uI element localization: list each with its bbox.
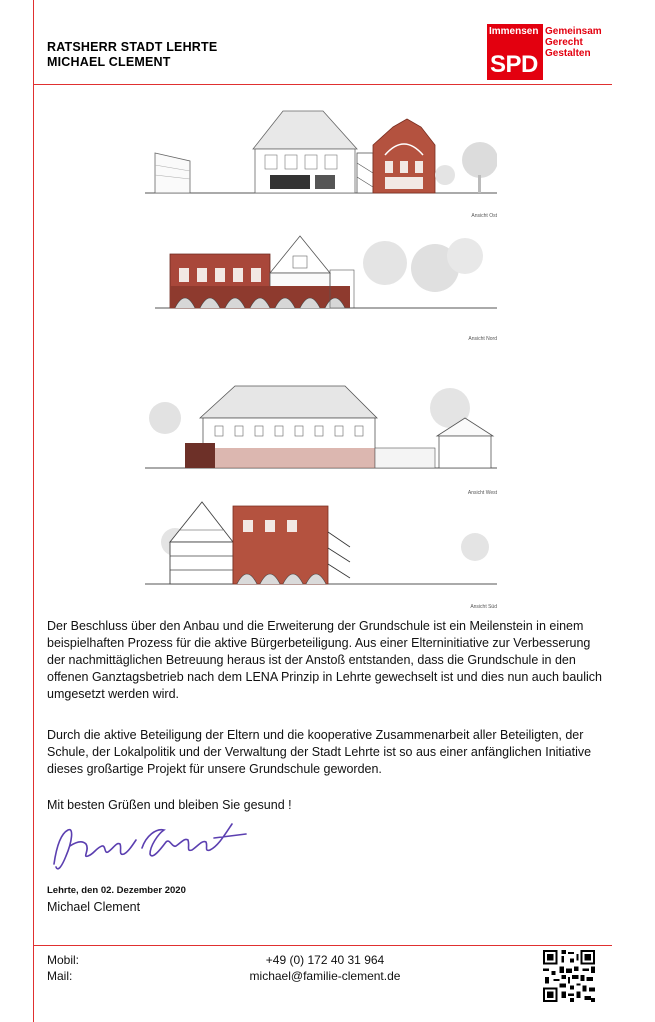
logo-slogan-1: Gemeinsam xyxy=(545,26,602,37)
sign-name: Michael Clement xyxy=(47,900,141,914)
body-paragraph-1: Der Beschluss über den Anbau und die Erweiterung der Grundschule ist ein Meilenstein in einem beispielhaften Prozess für die aktive Bürgerbeteiligung. Aus einer Elterninitiative zur Verbesserung der nachmittäglichen Betreuung heraus ist der Anstoß entstanden, dass die Grundschule in den offenen Ganztagsbetrieb nach dem LENA Prinzip in Lehrte gewechselt ist und dies nun auch baulich umgesetzt werden wird. xyxy=(47,619,602,701)
left-margin-line xyxy=(33,0,34,1022)
letterhead-name xyxy=(47,40,217,70)
elevation-drawing-east xyxy=(145,105,497,225)
letterhead-person: MICHAEL CLEMENT xyxy=(47,55,171,69)
footer-mobile-label: Mobil: xyxy=(47,953,80,967)
spd-logo xyxy=(487,24,609,82)
elevation-drawing-south xyxy=(145,492,497,610)
drawing-caption-south: Ansicht Süd xyxy=(470,604,497,610)
logo-slogan xyxy=(545,26,602,59)
logo-slogan-2: Gerecht xyxy=(545,37,583,48)
elevation-drawing-west xyxy=(145,378,497,498)
spd-logo-box xyxy=(487,24,543,80)
drawing-caption-north: Ansicht Nord xyxy=(468,336,497,342)
body-paragraph-2: Durch die aktive Beteiligung der Eltern und die kooperative Zusammenarbeit aller Beteiligten, der Schule, der Lokalpolitik und der Verwaltung der Stadt Lehrte ist so aus einer anfänglichen Initiative dieses großartige Projekt für unsere Grundschule geworden. xyxy=(47,728,592,776)
handwritten-signature xyxy=(46,812,256,880)
letterhead-title: RATSHERR STADT LEHRTE xyxy=(47,40,218,54)
footer-mail-label: Mail: xyxy=(47,969,73,983)
elevation-drawing-north xyxy=(145,228,497,343)
closing-line: Mit besten Grüßen und bleiben Sie gesund ! xyxy=(47,798,292,812)
logo-party: SPD xyxy=(490,51,538,78)
sign-date: Lehrte, den 02. Dezember 2020 xyxy=(47,885,186,896)
logo-place: Immensen xyxy=(489,26,539,37)
logo-slogan-3: Gestalten xyxy=(545,48,591,59)
footer-mail-value: michael@familie-clement.de xyxy=(249,969,401,983)
footer-mobile-value: +49 (0) 172 40 31 964 xyxy=(265,953,385,967)
header-divider xyxy=(33,84,612,85)
drawing-caption-west: Ansicht West xyxy=(467,490,497,496)
drawing-caption-east: Ansicht Ost xyxy=(471,213,497,219)
qr-code-icon xyxy=(543,950,595,1002)
footer-divider xyxy=(33,945,612,946)
